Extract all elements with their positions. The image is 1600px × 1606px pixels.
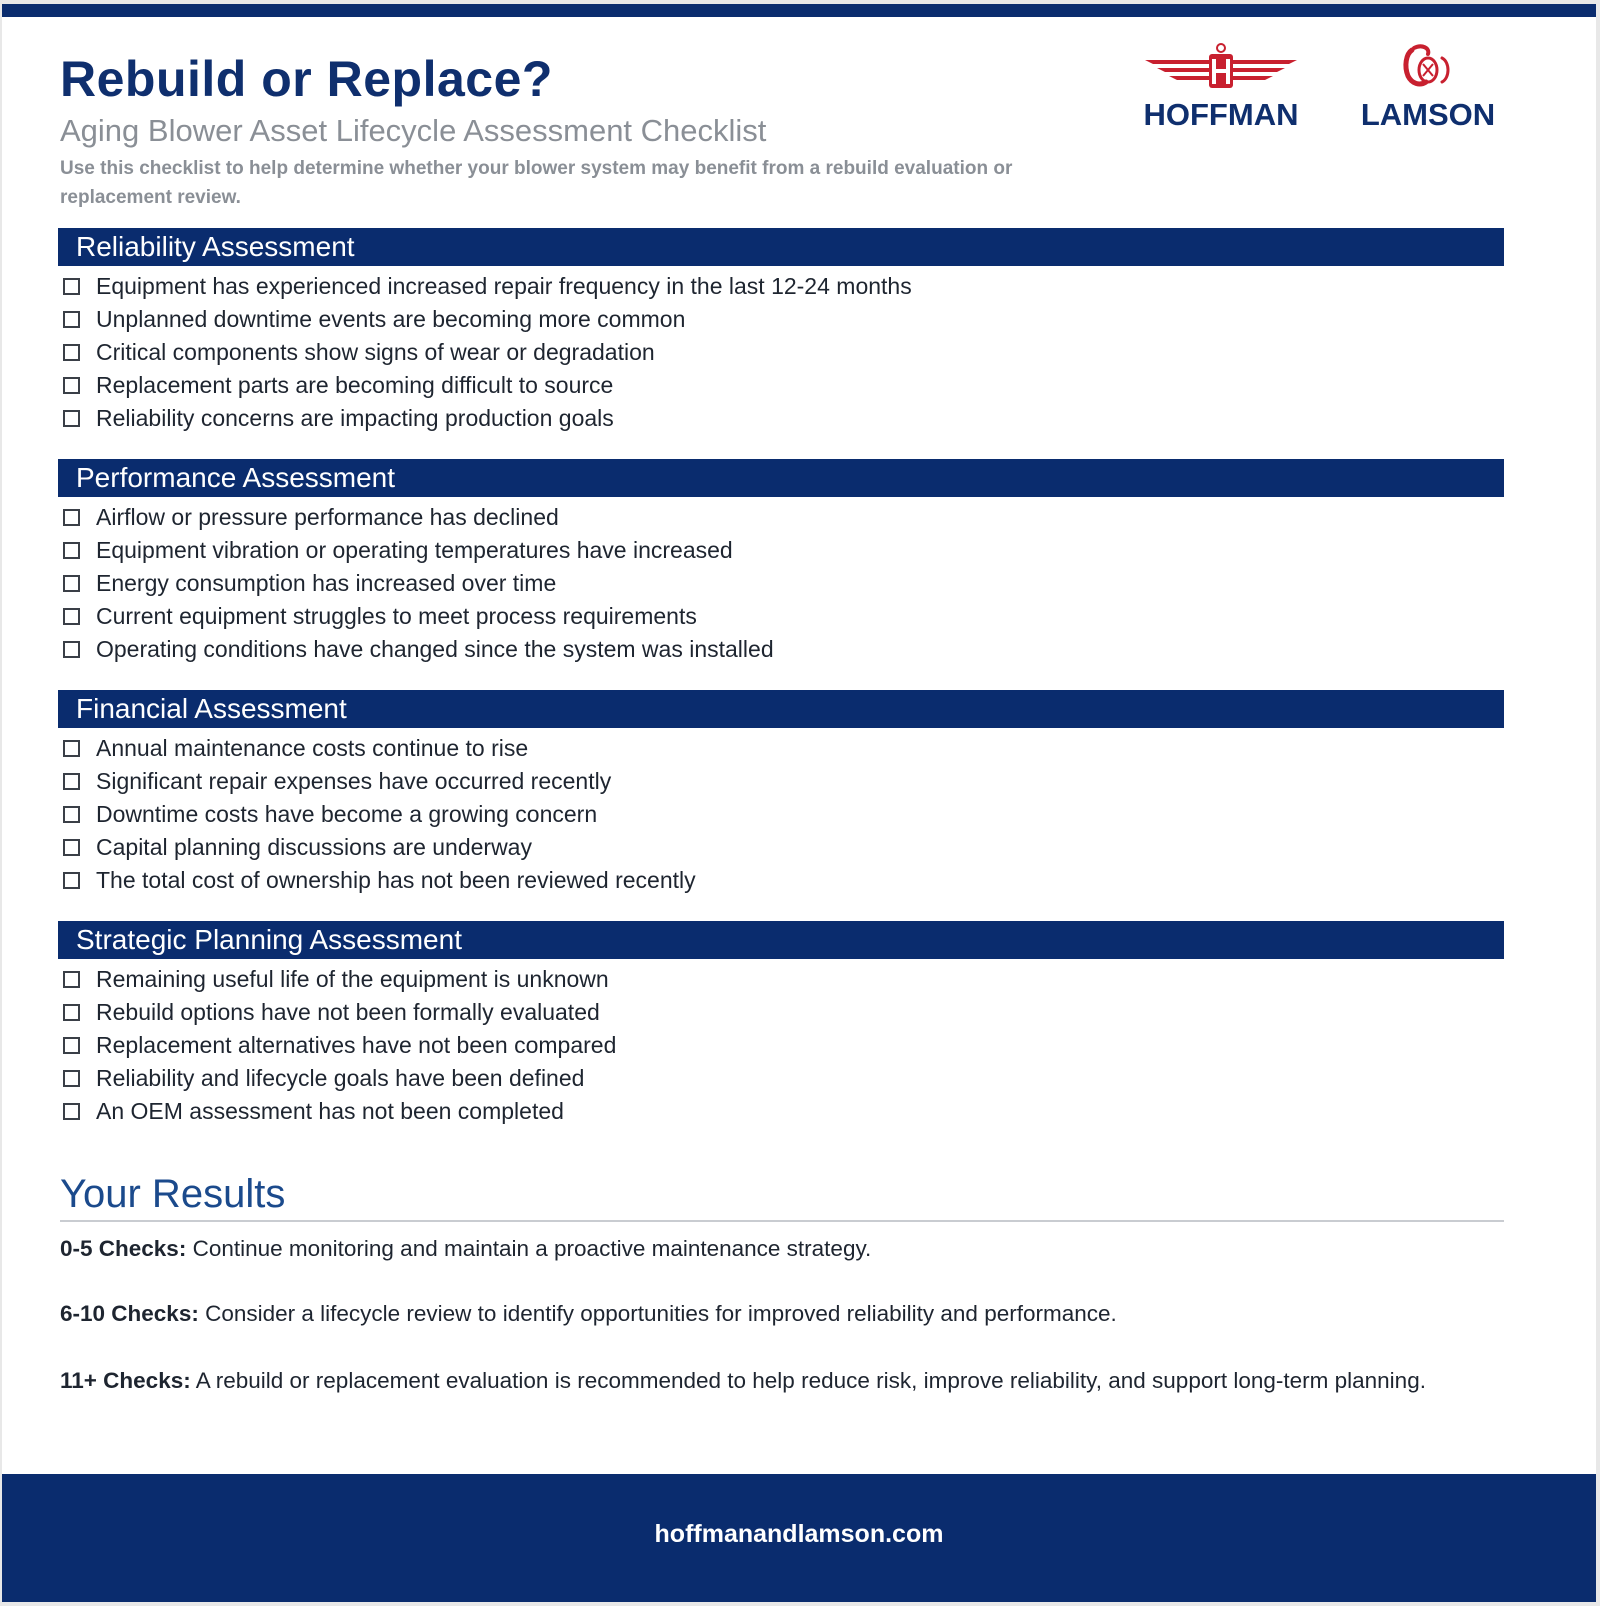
checklist-item-label: An OEM assessment has not been completed (96, 1098, 564, 1124)
checklist-item-label: Airflow or pressure performance has declined (96, 504, 559, 530)
checklist-item (58, 864, 1504, 897)
result-text: Consider a lifecycle review to identify opportunities for improved reliability and performance. (198, 1301, 1117, 1326)
checklist-item-label: Rebuild options have not been formally evaluated (96, 999, 600, 1025)
checklist-item (58, 765, 1504, 798)
checklist (58, 270, 1504, 435)
checklist-item-label: The total cost of ownership has not been reviewed recently (96, 867, 696, 893)
footer-bar (2, 1474, 1596, 1602)
intro-text: Use this checklist to help determine whether your blower system may benefit from a rebuild evaluation or replacement review. (60, 158, 1013, 208)
checkbox[interactable] (63, 806, 80, 823)
checklist-item (58, 798, 1504, 831)
checklist-item (58, 1095, 1504, 1128)
checkbox[interactable] (63, 872, 80, 889)
checklist-item (58, 831, 1504, 864)
checkbox[interactable] (63, 608, 80, 625)
checklist-item-label: Remaining useful life of the equipment is unknown (96, 966, 609, 992)
checkbox[interactable] (63, 1070, 80, 1087)
checkbox[interactable] (63, 773, 80, 790)
page-subtitle: Aging Blower Asset Lifecycle Assessment Checklist (60, 113, 767, 148)
checklist-item (58, 633, 1504, 666)
checklist-item (58, 567, 1504, 600)
checkbox[interactable] (63, 1004, 80, 1021)
checklist-item-label: Reliability and lifecycle goals have been defined (96, 1065, 585, 1091)
checklist-item (58, 501, 1504, 534)
checklist-item-label: Annual maintenance costs continue to rise (96, 735, 529, 761)
checklist-item-label: Replacement alternatives have not been compared (96, 1032, 617, 1058)
checklist-item (58, 369, 1504, 402)
footer-website-link[interactable]: hoffmanandlamson.com (654, 1520, 944, 1548)
checklist-item-label: Equipment has experienced increased repair frequency in the last 12-24 months (96, 273, 912, 299)
checklist-item (58, 402, 1504, 435)
checkbox[interactable] (63, 311, 80, 328)
result-text: Continue monitoring and maintain a proactive maintenance strategy. (186, 1236, 872, 1261)
checklist-item (58, 1062, 1504, 1095)
checklist-item (58, 996, 1504, 1029)
checklist-item-label: Equipment vibration or operating temperatures have increased (96, 537, 733, 563)
checkbox[interactable] (63, 377, 80, 394)
checklist-item (58, 336, 1504, 369)
result-label: 0-5 Checks: (60, 1236, 187, 1261)
checklist-item-label: Capital planning discussions are underway (96, 834, 532, 860)
checkbox[interactable] (63, 278, 80, 295)
page-title: Rebuild or Replace? (60, 51, 553, 107)
checklist-page (2, 4, 1596, 1602)
checkbox[interactable] (63, 410, 80, 427)
result-text: A rebuild or replacement evaluation is recommended to help reduce risk, improve reliability, and support long-term planning. (190, 1368, 1426, 1393)
checklist-item-label: Unplanned downtime events are becoming more common (96, 306, 686, 332)
result-6-10-checks (60, 1297, 1510, 1330)
checklist-item-label: Current equipment struggles to meet process requirements (96, 603, 697, 629)
checkbox[interactable] (63, 1103, 80, 1120)
section-performance (58, 459, 1504, 666)
checkbox[interactable] (63, 1037, 80, 1054)
section-reliability (58, 228, 1504, 435)
checklist-item-label: Reliability concerns are impacting production goals (96, 405, 614, 431)
checklist-item-label: Energy consumption has increased over time (96, 570, 557, 596)
results-divider (60, 1220, 1504, 1222)
result-11-plus-checks (60, 1364, 1510, 1397)
checklist-item-label: Critical components show signs of wear or degradation (96, 339, 655, 365)
checkbox[interactable] (63, 542, 80, 559)
lamson-wordmark: LAMSON (1360, 97, 1496, 132)
checklist-item (58, 732, 1504, 765)
checklist (58, 501, 1504, 666)
checklist (58, 732, 1504, 897)
section-heading: Reliability Assessment (58, 228, 1504, 266)
hoffman-logo (1136, 42, 1306, 132)
result-label: 6-10 Checks: (60, 1301, 199, 1326)
section-heading: Performance Assessment (58, 459, 1504, 497)
result-label: 11+ Checks: (60, 1368, 191, 1393)
checklist-item (58, 270, 1504, 303)
lamson-logo (1348, 44, 1508, 134)
top-rule (2, 4, 1596, 17)
checklist-item (58, 534, 1504, 567)
checklist-item (58, 963, 1504, 996)
checkbox[interactable] (63, 740, 80, 757)
section-financial (58, 690, 1504, 897)
checklist (58, 963, 1504, 1128)
checkbox[interactable] (63, 971, 80, 988)
winged-h-emblem-icon (1143, 42, 1299, 96)
checkbox[interactable] (63, 575, 80, 592)
hoffman-wordmark: HOFFMAN (1143, 97, 1299, 132)
checkbox[interactable] (63, 509, 80, 526)
results-heading: Your Results (60, 1172, 286, 1216)
checklist-item (58, 600, 1504, 633)
checklist-item-label: Significant repair expenses have occurred recently (96, 768, 612, 794)
checkbox[interactable] (63, 344, 80, 361)
checklist-item-label: Operating conditions have changed since the system was installed (96, 636, 774, 662)
checklist-item (58, 303, 1504, 336)
checklist-item (58, 1029, 1504, 1062)
lamson-emblem-icon (1398, 44, 1458, 96)
checkbox[interactable] (63, 839, 80, 856)
section-strategic-planning (58, 921, 1504, 1128)
section-heading: Financial Assessment (58, 690, 1504, 728)
section-heading: Strategic Planning Assessment (58, 921, 1504, 959)
checklist-item-label: Replacement parts are becoming difficult to source (96, 372, 614, 398)
result-0-5-checks (60, 1232, 1510, 1265)
checkbox[interactable] (63, 641, 80, 658)
checklist-item-label: Downtime costs have become a growing concern (96, 801, 598, 827)
